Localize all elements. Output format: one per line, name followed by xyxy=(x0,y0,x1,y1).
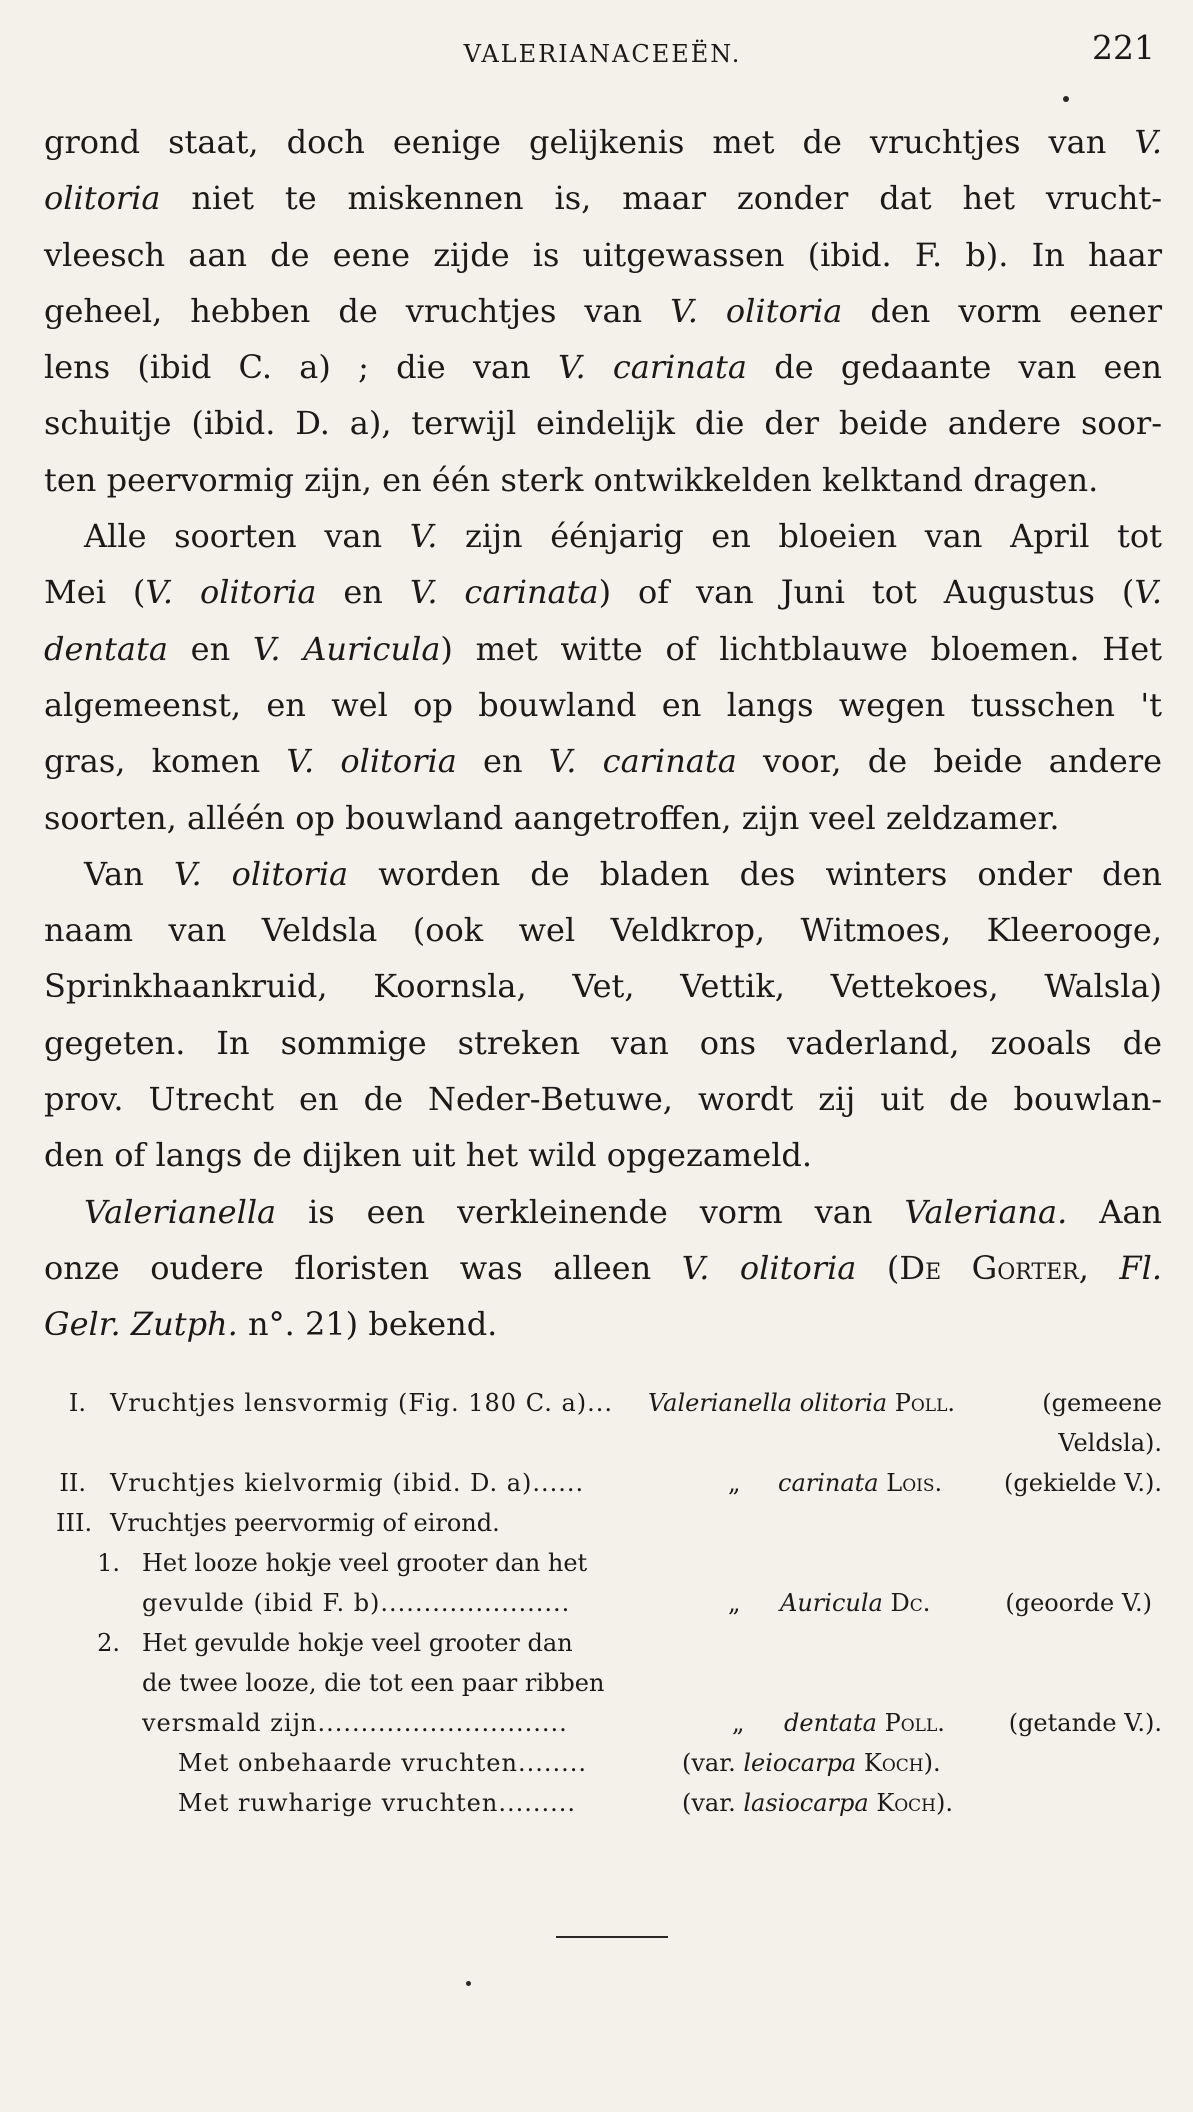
key-row-1 xyxy=(56,1543,1162,1583)
text-segment: V. xyxy=(1134,573,1163,612)
ink-mark xyxy=(466,1981,471,1986)
ink-mark xyxy=(1063,96,1069,102)
text-segment: Gelr. Zutph. xyxy=(44,1305,238,1344)
text-segment: Mei ( xyxy=(44,573,146,612)
text-line xyxy=(44,170,1162,226)
text-line xyxy=(44,958,1162,1014)
key-taxon: Valerianella olitoria Poll. xyxy=(648,1389,956,1417)
text-segment: V. olitoria xyxy=(670,291,843,330)
text-segment: dentata xyxy=(44,629,168,668)
text-line xyxy=(44,677,1162,733)
key-number: III. xyxy=(56,1509,93,1537)
text-line xyxy=(44,227,1162,283)
variety-name: (var. lasiocarpa Koch). xyxy=(682,1789,954,1817)
text-segment: schuitje (ibid. D. a), terwijl eindelijk die der beide andere soor- xyxy=(44,404,1162,443)
text-segment: olitoria xyxy=(44,179,161,218)
text-line xyxy=(44,1071,1162,1127)
key-row-var2 xyxy=(56,1783,1162,1823)
key-row-i xyxy=(56,1383,1162,1423)
text-segment: gras, komen xyxy=(44,742,287,781)
key-row-iii xyxy=(56,1503,1162,1543)
text-segment: den of langs de dijken uit het wild opgezameld. xyxy=(44,1136,813,1175)
text-segment: De Gorter xyxy=(899,1248,1079,1287)
text-segment: n°. 21) bekend. xyxy=(237,1305,498,1344)
text-segment: zijn éénjarig en bloeien van April tot xyxy=(437,517,1163,556)
ditto-mark: „ xyxy=(728,1469,741,1497)
text-line xyxy=(44,452,1162,508)
key-common-name: (getande V.). xyxy=(1008,1709,1162,1737)
text-line xyxy=(44,733,1162,789)
text-segment: Fl. xyxy=(1119,1248,1163,1287)
text-segment: vleesch aan de eene zijde is uitgewassen (ibid. F. b). In haar xyxy=(44,235,1162,274)
text-segment: naam van Veldsla (ook wel Veldkrop, Witmoes, Kleerooge, xyxy=(44,911,1162,950)
text-segment: prov. Utrecht en de Neder-Betuwe, wordt zij uit de bouwlan- xyxy=(44,1080,1162,1119)
key-number: I. xyxy=(68,1389,86,1417)
end-rule xyxy=(556,1936,668,1938)
key-row-2-cont xyxy=(56,1663,1162,1703)
key-number: 1. xyxy=(97,1549,120,1577)
key-description: Het gevulde hokje veel grooter dan xyxy=(142,1629,573,1657)
key-description: Vruchtjes peervormig of eirond. xyxy=(110,1509,500,1537)
text-segment: ) met witte of lichtblauwe bloemen. Het xyxy=(440,629,1162,668)
text-segment: V. xyxy=(409,517,438,556)
text-segment: de gedaante van een xyxy=(747,348,1163,387)
text-segment: V. olitoria xyxy=(173,854,349,893)
key-common-name: (geoorde V.) xyxy=(1005,1589,1152,1617)
key-description: de twee looze, die tot een paar ribben xyxy=(142,1669,605,1697)
text-segment: V. Auricula xyxy=(252,629,441,668)
ditto-mark: „ xyxy=(728,1589,741,1617)
text-line xyxy=(44,564,1162,620)
text-segment: V. carinata xyxy=(557,348,747,387)
text-line xyxy=(44,1015,1162,1071)
key-description: versmald zijn............................. xyxy=(142,1709,568,1737)
text-segment: soorten, alléén op bouwland aangetroffen, zijn veel zeldzamer. xyxy=(44,798,1060,837)
text-line xyxy=(44,1240,1162,1296)
running-head xyxy=(44,26,1161,70)
variety-description: Met ruwharige vruchten......... xyxy=(178,1789,576,1817)
key-common-name: (gekielde V.). xyxy=(1004,1469,1162,1497)
text-line xyxy=(44,283,1162,339)
text-line xyxy=(44,114,1162,170)
key-row-2 xyxy=(56,1623,1162,1663)
key-description: Vruchtjes lensvormig (Fig. 180 C. a)... xyxy=(110,1389,614,1417)
text-segment: algemeenst, en wel op bouwland en langs wegen tusschen 't xyxy=(44,685,1162,724)
key-row-var1 xyxy=(56,1743,1162,1783)
paragraph-fruit-shapes xyxy=(44,114,1162,508)
key-row-2-cont2 xyxy=(56,1703,1162,1743)
text-segment: ( xyxy=(856,1248,900,1287)
paragraph-etymology xyxy=(44,1184,1162,1353)
text-segment: en xyxy=(167,629,253,668)
text-line xyxy=(44,1296,1162,1352)
text-segment: Valerianella xyxy=(84,1192,277,1231)
paragraph-common-names xyxy=(44,846,1162,1184)
text-segment: V. carinata xyxy=(409,573,599,612)
text-segment: V. xyxy=(1134,123,1162,161)
text-segment: V. olitoria xyxy=(145,573,317,612)
text-segment: geheel, hebben de vruchtjes van xyxy=(44,291,671,330)
key-taxon: carinata Lois. xyxy=(778,1469,943,1497)
key-row-i-cont xyxy=(56,1423,1162,1463)
text-segment: gegeten. In sommige streken van ons vaderland, zooals de xyxy=(44,1023,1162,1062)
text-line xyxy=(44,902,1162,958)
key-number: 2. xyxy=(97,1629,120,1657)
text-line xyxy=(44,790,1162,846)
key-description: Vruchtjes kielvormig (ibid. D. a)...... xyxy=(110,1469,585,1497)
key-taxon: dentata Poll. xyxy=(784,1709,945,1737)
text-segment: onze oudere floristen was alleen xyxy=(44,1248,682,1287)
text-segment: en xyxy=(456,742,549,781)
text-line xyxy=(44,621,1162,677)
text-segment: Aan xyxy=(1067,1192,1163,1231)
key-taxon: Auricula Dc. xyxy=(780,1589,931,1617)
key-number: II. xyxy=(59,1469,86,1497)
text-segment: worden de bladen des winters onder den xyxy=(348,854,1163,893)
text-line xyxy=(44,339,1162,395)
text-segment: ten peervormig zijn, en één sterk ontwikkelden kelktand dragen. xyxy=(44,460,1099,499)
variety-description: Met onbehaarde vruchten........ xyxy=(178,1749,587,1777)
text-segment: Van xyxy=(84,854,174,893)
text-segment: , xyxy=(1078,1248,1120,1287)
text-segment: voor, de beide andere xyxy=(736,742,1163,781)
text-segment: lens (ibid C. a) ; die van xyxy=(44,348,558,387)
key-row-ii xyxy=(56,1463,1162,1503)
page-number: 221 xyxy=(1092,28,1155,67)
text-segment: en xyxy=(316,573,410,612)
text-line xyxy=(44,846,1162,902)
text-segment: Sprinkhaankruid, Koornsla, Vet, Vettik, Vettekoes, Walsla) xyxy=(44,967,1162,1006)
key-common-name-cont: Veldsla). xyxy=(1058,1429,1162,1457)
text-line xyxy=(44,508,1162,564)
text-segment: den vorm eener xyxy=(842,291,1163,330)
text-segment: Valeriana. xyxy=(904,1192,1068,1231)
species-key xyxy=(56,1383,1162,1823)
text-segment: is een verkleinende vorm van xyxy=(276,1192,905,1231)
text-segment: Alle soorten van xyxy=(84,517,410,556)
running-title: VALERIANACEEËN. xyxy=(463,40,742,68)
text-line xyxy=(44,395,1162,451)
text-line xyxy=(44,1127,1162,1183)
text-segment: V. olitoria xyxy=(286,742,457,781)
text-segment: V. carinata xyxy=(548,742,737,781)
variety-name: (var. leiocarpa Koch). xyxy=(682,1749,941,1777)
body-text xyxy=(44,114,1162,1353)
key-row-1-cont xyxy=(56,1583,1162,1623)
key-description: gevulde (ibid F. b)...................... xyxy=(142,1589,571,1617)
key-common-name: (gemeene xyxy=(1042,1389,1162,1417)
key-description: Het looze hokje veel grooter dan het xyxy=(142,1549,588,1577)
text-line xyxy=(44,1184,1162,1240)
paragraph-flowering xyxy=(44,508,1162,846)
text-segment: grond staat, doch eenige gelijkenis met de vruchtjes van xyxy=(44,123,1135,161)
text-segment: ) of van Juni tot Augustus ( xyxy=(598,573,1135,612)
ditto-mark: „ xyxy=(732,1709,745,1737)
text-segment: V. olitoria xyxy=(681,1248,857,1287)
text-segment: niet te miskennen is, maar zonder dat het vrucht- xyxy=(160,179,1162,218)
